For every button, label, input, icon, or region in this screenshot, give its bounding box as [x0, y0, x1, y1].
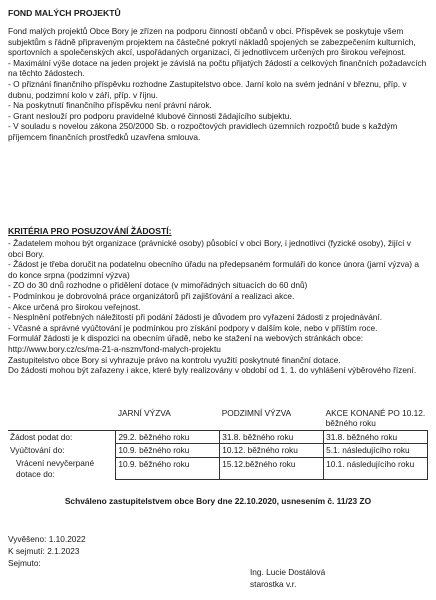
intro-bullet: - Maximální výše dotace na jeden projekt je závislá na počtu přijatých žádostí a celkových finančních požadavcích na těchto žádostech.: [8, 57, 427, 79]
table-cell: 10.1. následujícího roku: [324, 457, 428, 480]
table-cell: 10.9. běžného roku: [116, 444, 220, 457]
criteria-line: Formulář žádosti je k dispozici na obecním úřadě, nebo ke stažení na webových stránkách obce: http://www.bory.cz/cs/ma-21-a-nszm/fond-malych-projektu: [8, 333, 364, 354]
table-cell: 10.9. běžného roku: [116, 457, 220, 480]
intro-bullet: - V souladu s novelou zákona 250/2000 Sb. o rozpočtových pravidlech územních rozpočtů bude s každým příjemcem finančních prostředků uzavřena smlouva.: [8, 121, 398, 142]
table-cell: 31.8. běžného roku: [220, 430, 324, 443]
posting-info: [8, 534, 86, 569]
criteria-line: - Včasné a správné vyúčtování je podmínkou pro získání podpory v dalším kole, nebo v příštím roce.: [8, 322, 378, 333]
removal-date: K sejmutí: 2.1.2023: [8, 545, 80, 556]
table-header-cell: AKCE KONANÉ PO 10.12. běžného roku: [324, 407, 428, 430]
taken-down-label: Sejmuto:: [8, 557, 41, 568]
table-header-row: [8, 407, 428, 430]
table-row: [8, 430, 428, 443]
criteria-line: - Akce určená pro širokou veřejnost.: [8, 301, 141, 312]
intro-section: [8, 26, 428, 143]
approval-statement: Schváleno zastupitelstvem obce Bory dne 22.10.2020, usnesením č. 11/23 ZO: [64, 496, 372, 506]
table-header-cell: PODZIMNÍ VÝZVA: [220, 407, 324, 430]
table-cell: 15.12.běžného roku: [220, 457, 324, 480]
criteria-line: - Žádost je třeba doručit na podatelnu obecního úřadu na předepsaném formuláři do konce února (jarní výzva) a do konce srpna (podzimní výzva): [8, 259, 419, 280]
intro-paragraph: Fond malých projektů Obce Bory je zřízen na podporu činností občanů v obci. Příspěvek se poskytuje všem subjektům s řádně připraveným projektem na částečné pokrytí nákladů spojených se zabezpečením kulturních, sportovních a společenských akcí, uspořádaných organizací, či jednotlivcem určených pro širokou veřejnost.: [8, 26, 416, 58]
table-cell: 31.8. běžného roku: [324, 430, 428, 443]
document-title: FOND MALÝCH PROJEKTŮ: [8, 8, 121, 18]
posted-date: Vyvěšeno: 1.10.2022: [8, 534, 86, 544]
row-label: Žádost podat do:: [8, 430, 116, 443]
deadlines-table: [8, 407, 428, 480]
table-cell: 29.2. běžného roku: [116, 430, 220, 443]
criteria-section: [8, 238, 428, 376]
criteria-line: - ZO do 30 dnů rozhodne o přidělení dotace (v mimořádných situacích do 60 dnů): [8, 280, 308, 291]
table-row: [8, 444, 428, 457]
criteria-heading: KRITÉRIA PRO POSUZOVÁNÍ ŽÁDOSTÍ:: [8, 226, 172, 236]
table-cell: 5.1. následujícího roku: [324, 444, 428, 457]
row-label: Vrácení nevyčerpané dotace do:: [16, 458, 95, 479]
criteria-line: - Nesplnění potřebných náležitostí při podání žádosti je důvodem pro vyřazení žádosti z projednávání.: [8, 312, 383, 323]
table-row: [8, 457, 428, 480]
criteria-line: Zastupitelstvo obce Bory si vyhrazuje právo na kontrolu využití poskytnuté finanční dotace.: [8, 354, 341, 365]
table-header-cell: JARNÍ VÝZVA: [116, 407, 220, 430]
criteria-line: Do žádosti mohou být zařazeny i akce, které byly realizovány v období od 1. 1. do vyhlášení výběrového řízení.: [8, 365, 417, 376]
intro-bullet: - Na poskytnutí finančního příspěvku není právní nárok.: [8, 100, 212, 111]
signature-block: [250, 567, 325, 591]
criteria-line: - Podmínkou je dobrovolná práce organizátorů při zajišťování a realizaci akce.: [8, 290, 295, 301]
table-cell: 10.12. běžného roku: [220, 444, 324, 457]
signatory-role: starostka v.r.: [250, 578, 297, 589]
signatory-name: Ing. Lucie Dostálová: [250, 567, 326, 577]
row-label: Vyúčtování do:: [10, 444, 65, 455]
intro-bullet: - O přiznání finančního příspěvku rozhodne Zastupitelstvo obce. Jarní kolo na svém jednání v březnu, příp. v dubnu, podzimní kolo v září, příp. v říjnu.: [8, 78, 407, 100]
intro-bullet: - Grant neslouží pro podporu pravidelné klubové činnosti žádajícího subjektu.: [8, 110, 292, 121]
table-header-cell: [8, 407, 116, 430]
criteria-line: - Žadatelem mohou být organizace (právnické osoby) působící v obci Bory, i jednotlivci (fyzické osoby), žijící v obci Bory.: [8, 238, 411, 259]
